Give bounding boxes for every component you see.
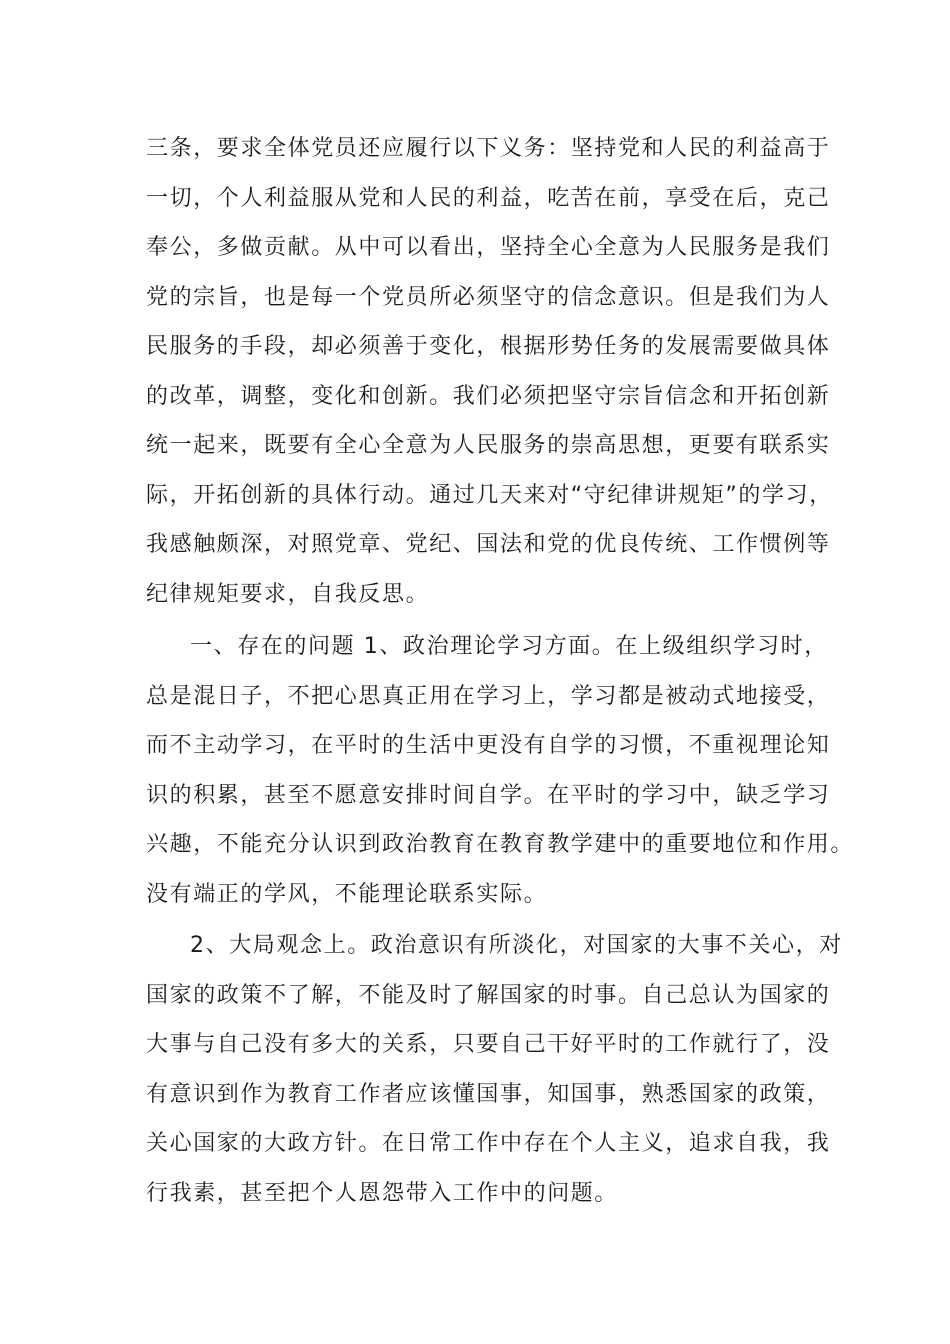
text-line: 一切，个人利益服从党和人民的利益，吃苦在前，享受在后，克己 [146, 185, 831, 211]
text-line: 际，开拓创新的具体行动。通过几天来对“守纪律讲规矩”的学习， [146, 482, 833, 508]
text-line: 兴趣，不能充分认识到政治教育在教育教学建中的重要地位和作用。 [146, 832, 855, 857]
text-line: 统一起来，既要有全心全意为人民服务的崇高思想，更要有联系实 [146, 433, 831, 458]
paragraph-membership-duties [146, 124, 833, 619]
text-line: 而不主动学习，在平时的生活中更没有自学的习惯，不重视理论知 [146, 733, 831, 758]
text-line: 一、存在的问题 1、政治理论学习方面。在上级组织学习时， [190, 634, 828, 659]
text-line: 识的积累，甚至不愿意安排时间自学。在平时的学习中，缺乏学习 [146, 782, 831, 808]
text-line: 民服务的手段，却必须善于变化，根据形势任务的发展需要做具体 [146, 334, 831, 359]
text-line: 行我素，甚至把个人恩怨带入工作中的问题。 [146, 1180, 619, 1206]
text-line: 2、大局观念上。政治意识有所淡化，对国家的大事不关心，对 [190, 933, 843, 958]
paragraph-overall-view [146, 921, 843, 1218]
text-line: 三条，要求全体党员还应履行以下义务：坚持党和人民的利益高于 [146, 136, 831, 161]
text-line: 有意识到作为教育工作者应该懂国事，知国事，熟悉国家的政策， [146, 1081, 831, 1107]
paragraph-existing-problems [146, 622, 855, 919]
text-line: 关心国家的大政方针。在日常工作中存在个人主义，追求自我，我 [146, 1131, 831, 1156]
text-line: 没有端正的学风，不能理论联系实际。 [146, 881, 548, 907]
text-line: 大事与自己没有多大的关系，只要自己干好平时的工作就行了，没 [146, 1032, 831, 1057]
text-line: 的改革，调整，变化和创新。我们必须把坚守宗旨信念和开拓创新 [146, 383, 831, 409]
text-line: 奉公，多做贡献。从中可以看出，坚持全心全意为人民服务是我们 [146, 235, 831, 260]
text-line: 总是混日子，不把心思真正用在学习上，学习都是被动式地接受， [146, 683, 831, 709]
text-line: 国家的政策不了解，不能及时了解国家的时事。自己总认为国家的 [146, 982, 831, 1008]
text-line: 党的宗旨，也是每一个党员所必须坚守的信念意识。但是我们为人 [146, 284, 831, 310]
text-line: 纪律规矩要求，自我反思。 [146, 581, 430, 607]
text-line: 我感触颇深，对照党章、党纪、国法和党的优良传统、工作惯例等 [146, 532, 831, 557]
